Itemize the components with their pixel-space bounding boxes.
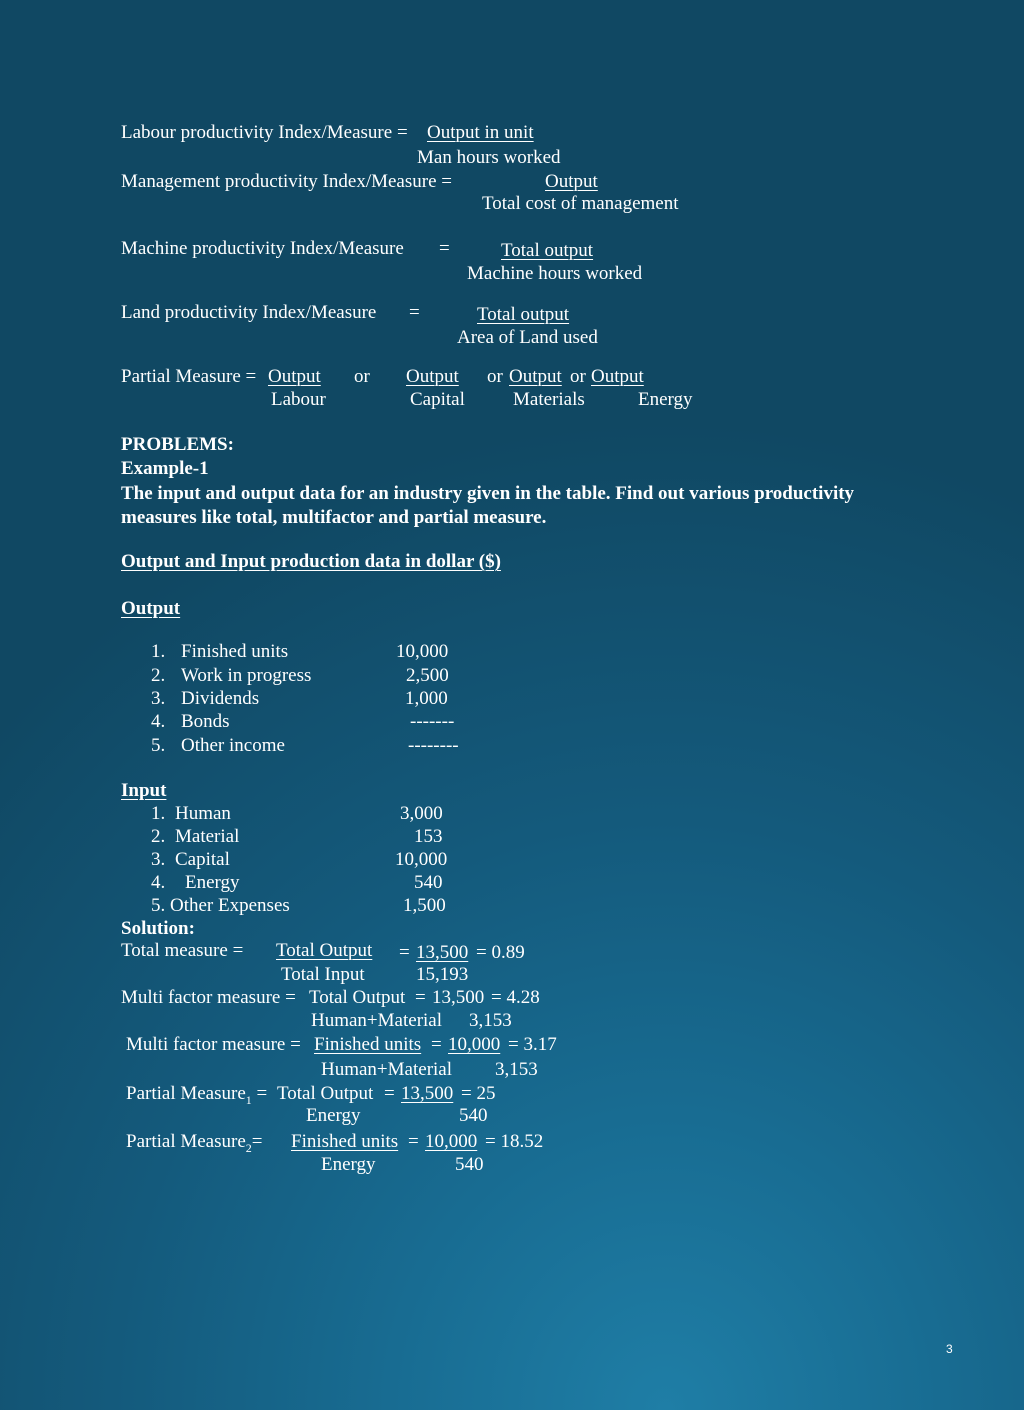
land-numerator: Total output xyxy=(477,304,570,325)
item-value: ------- xyxy=(410,711,455,732)
calc-value-numerator: 10,000 xyxy=(425,1131,478,1152)
item-label: Dividends xyxy=(181,688,260,709)
partial-or1: or xyxy=(354,366,370,387)
machine-label: Machine productivity Index/Measure xyxy=(121,238,404,259)
item-value: -------- xyxy=(408,735,459,756)
partial-num4: Output xyxy=(591,366,644,387)
item-number: 1. xyxy=(151,641,166,662)
calc-result: = 0.89 xyxy=(476,942,525,963)
item-value: 1,500 xyxy=(403,895,446,916)
partial-label: Partial Measure = xyxy=(121,366,257,387)
partial-or2: or xyxy=(487,366,503,387)
calc-numerator: Finished units xyxy=(291,1131,399,1152)
calc-value-denominator: 540 xyxy=(455,1154,484,1175)
item-number: 5. xyxy=(151,735,166,756)
item-label: Capital xyxy=(175,849,230,870)
labour-denominator: Man hours worked xyxy=(417,147,561,168)
item-number: 2. xyxy=(151,826,166,847)
partial-num1: Output xyxy=(268,366,321,387)
problem-statement-line2: measures like total, multifactor and partial measure. xyxy=(121,507,547,528)
partial-den1: Labour xyxy=(271,389,326,410)
item-value: 10,000 xyxy=(396,641,449,662)
item-label: Other income xyxy=(181,735,285,756)
partial-num2: Output xyxy=(406,366,459,387)
calc-denominator: Energy xyxy=(321,1154,376,1175)
calc-result: = 25 xyxy=(461,1083,496,1104)
calc-value-denominator: 3,153 xyxy=(469,1010,512,1031)
partial-den3: Materials xyxy=(513,389,585,410)
item-value: 3,000 xyxy=(400,803,443,824)
calc-label: Multi factor measure = xyxy=(126,1034,301,1055)
example-heading: Example-1 xyxy=(121,458,209,479)
item-label: Work in progress xyxy=(181,665,312,686)
calc-numerator: Total Output xyxy=(277,1083,374,1104)
item-number: 2. xyxy=(151,665,166,686)
problem-statement-line1: The input and output data for an industry given in the table. Find out various productivity xyxy=(121,483,855,504)
calc-equals: = xyxy=(408,1131,419,1152)
machine-denominator: Machine hours worked xyxy=(467,263,643,284)
calc-result: = 18.52 xyxy=(485,1131,544,1152)
calc-label: Partial Measure$_2$= xyxy=(126,1131,263,1155)
calc-result: = 4.28 xyxy=(491,987,540,1008)
calc-denominator: Human+Material xyxy=(311,1010,443,1031)
partial-or3: or xyxy=(570,366,586,387)
item-label: Finished units xyxy=(181,641,289,662)
calc-value-numerator: 10,000 xyxy=(448,1034,501,1055)
land-label: Land productivity Index/Measure xyxy=(121,302,377,323)
item-number: 5. xyxy=(151,895,166,916)
calc-label: Multi factor measure = xyxy=(121,987,296,1008)
item-value: 153 xyxy=(414,826,443,847)
calc-value-numerator: 13,500 xyxy=(416,942,469,963)
calc-value-numerator: 13,500 xyxy=(401,1083,454,1104)
item-value: 540 xyxy=(414,872,443,893)
item-label: Other Expenses xyxy=(170,895,290,916)
table-title: Output and Input production data in dollar ($) xyxy=(121,551,501,572)
calc-value-denominator: 3,153 xyxy=(495,1059,538,1080)
calc-numerator: Total Output xyxy=(309,987,406,1008)
page-number: 3 xyxy=(946,1342,953,1356)
item-number: 3. xyxy=(151,849,166,870)
calc-label: Total measure = xyxy=(121,940,244,961)
calc-value-denominator: 540 xyxy=(459,1105,488,1126)
calc-denominator: Energy xyxy=(306,1105,361,1126)
problems-heading: PROBLEMS: xyxy=(121,434,234,455)
management-numerator: Output xyxy=(545,171,598,192)
item-label: Human xyxy=(175,803,231,824)
calc-value-denominator: 15,193 xyxy=(416,964,469,985)
management-denominator: Total cost of management xyxy=(482,193,679,214)
calc-result: = 3.17 xyxy=(508,1034,557,1055)
item-number: 4. xyxy=(151,711,166,732)
input-heading: Input xyxy=(121,780,167,801)
partial-den2: Capital xyxy=(410,389,465,410)
calc-denominator: Human+Material xyxy=(321,1059,453,1080)
calc-value-numerator: 13,500 xyxy=(432,987,485,1008)
labour-numerator: Output in unit xyxy=(427,122,534,143)
calc-denominator: Total Input xyxy=(281,964,365,985)
item-value: 2,500 xyxy=(406,665,449,686)
item-label: Energy xyxy=(185,872,240,893)
item-label: Material xyxy=(175,826,240,847)
calc-numerator: Total Output xyxy=(276,940,373,961)
calc-numerator: Finished units xyxy=(314,1034,422,1055)
item-value: 10,000 xyxy=(395,849,448,870)
management-label: Management productivity Index/Measure = xyxy=(121,171,452,192)
item-label: Bonds xyxy=(181,711,230,732)
partial-num3: Output xyxy=(509,366,562,387)
labour-label: Labour productivity Index/Measure = xyxy=(121,122,408,143)
calc-equals: = xyxy=(399,942,410,963)
item-number: 3. xyxy=(151,688,166,709)
item-number: 1. xyxy=(151,803,166,824)
land-equals: = xyxy=(409,302,420,323)
calc-label: Partial Measure$_1$ = xyxy=(126,1083,268,1107)
calc-equals: = xyxy=(431,1034,442,1055)
land-denominator: Area of Land used xyxy=(457,327,598,348)
output-heading: Output xyxy=(121,598,181,619)
calc-equals: = xyxy=(384,1083,395,1104)
solution-heading: Solution: xyxy=(121,918,195,939)
item-value: 1,000 xyxy=(405,688,448,709)
machine-numerator: Total output xyxy=(501,240,594,261)
machine-equals: = xyxy=(439,238,450,259)
item-number: 4. xyxy=(151,872,166,893)
partial-den4: Energy xyxy=(638,389,693,410)
calc-equals: = xyxy=(415,987,426,1008)
